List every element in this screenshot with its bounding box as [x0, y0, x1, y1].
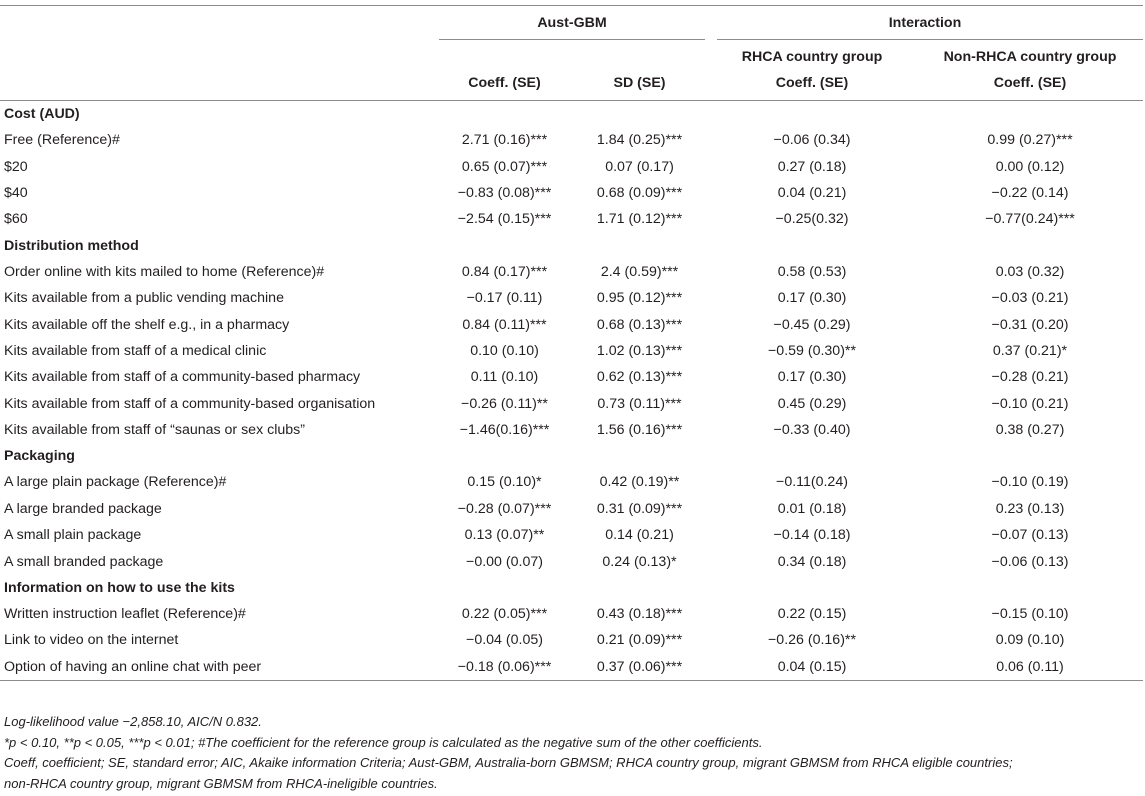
- row-label: Kits available from staff of “saunas or sex clubs”: [4, 422, 305, 439]
- row-label: Order online with kits mailed to home (Reference)#: [4, 263, 325, 280]
- cell-rhca: −0.14 (0.18): [773, 527, 851, 544]
- row-label: Kits available from staff of a medical clinic: [4, 342, 267, 359]
- cell-sd: 0.95 (0.12)***: [596, 290, 683, 307]
- table-row: [0, 206, 1143, 232]
- table-row: [0, 601, 1143, 627]
- cell-sd: 0.68 (0.09)***: [596, 184, 683, 201]
- cell-rhca: 0.17 (0.30): [777, 369, 847, 386]
- cell-rhca: −0.33 (0.40): [773, 422, 851, 439]
- section-title: Information on how to use the kits: [4, 579, 235, 596]
- cell-rhca: −0.11(0.24): [776, 474, 848, 491]
- table-row: [0, 180, 1143, 206]
- cell-nonrhca: 0.38 (0.27): [995, 422, 1065, 439]
- table-row: [0, 153, 1143, 179]
- cell-sd: 1.84 (0.25)***: [596, 132, 683, 149]
- cell-nonrhca: −0.10 (0.19): [991, 474, 1069, 491]
- table-row: [0, 548, 1143, 574]
- cell-nonrhca: 0.09 (0.10): [995, 632, 1065, 649]
- cell-coeff: −0.00 (0.07): [466, 553, 543, 570]
- cell-sd: 0.62 (0.13)***: [596, 369, 683, 386]
- results-table: [0, 5, 1143, 681]
- cell-coeff: −0.18 (0.06)***: [437, 654, 572, 681]
- cell-rhca: 0.22 (0.15): [777, 606, 847, 623]
- table-row: [0, 127, 1143, 153]
- table-row: [0, 469, 1143, 495]
- cell-coeff: 0.22 (0.05)***: [461, 606, 548, 623]
- cell-rhca: 0.04 (0.15): [707, 654, 917, 681]
- section-title: Packaging: [4, 448, 75, 465]
- cell-sd: 0.43 (0.18)***: [596, 606, 683, 623]
- cell-coeff: −0.28 (0.07)***: [457, 500, 552, 517]
- table-body: [0, 101, 1143, 681]
- section-header-row: [0, 101, 1143, 128]
- row-label: Written instruction leaflet (Reference)#: [4, 606, 246, 623]
- row-label: A large branded package: [4, 500, 162, 517]
- col-header-sd: SD (SE): [613, 75, 666, 91]
- cell-coeff: 0.84 (0.11)***: [462, 316, 547, 333]
- row-label: Kits available off the shelf e.g., in a pharmacy: [4, 316, 290, 333]
- group-header-aust: Aust-GBM: [437, 6, 707, 40]
- cell-coeff: −0.04 (0.05): [466, 632, 543, 649]
- table-row: [0, 496, 1143, 522]
- cell-rhca: 0.58 (0.53): [777, 263, 847, 280]
- cell-nonrhca: 0.23 (0.13): [995, 500, 1065, 517]
- cell-nonrhca: −0.06 (0.13): [991, 553, 1069, 570]
- cell-sd: 1.71 (0.12)***: [596, 211, 683, 228]
- cell-nonrhca: −0.22 (0.14): [991, 184, 1069, 201]
- row-label: Option of having an online chat with peer: [0, 654, 437, 681]
- cell-sd: 1.02 (0.13)***: [596, 342, 683, 359]
- cell-nonrhca: 0.06 (0.11): [917, 654, 1143, 681]
- cell-rhca: −0.59 (0.30)**: [768, 342, 856, 359]
- cell-sd: 0.07 (0.17): [605, 158, 674, 175]
- cell-coeff: 0.15 (0.10)*: [467, 474, 542, 491]
- table-row: [0, 522, 1143, 548]
- cell-nonrhca: −0.31 (0.20): [991, 316, 1069, 333]
- cell-sd: 1.56 (0.16)***: [596, 422, 683, 439]
- cell-nonrhca: −0.77(0.24)***: [985, 211, 1075, 228]
- header-label-blank: [0, 40, 437, 101]
- section-header-row: [0, 233, 1143, 259]
- row-label: Link to video on the internet: [4, 632, 179, 649]
- cell-nonrhca: −0.03 (0.21): [991, 290, 1069, 307]
- cell-sd: 0.68 (0.13)***: [596, 316, 683, 333]
- cell-sd: 2.4 (0.59)***: [600, 263, 679, 280]
- cell-sd: 0.14 (0.21): [605, 527, 674, 544]
- row-label: Kits available from staff of a community-based organisation: [4, 395, 376, 412]
- cell-nonrhca: 0.99 (0.27)***: [987, 132, 1073, 149]
- row-label: $20: [4, 158, 28, 175]
- table-footnotes: [4, 712, 1140, 794]
- cell-rhca: 0.17 (0.30): [777, 290, 847, 307]
- col-header-nonrhca: Non-RHCA country group Coeff. (SE): [943, 49, 1117, 91]
- section-title: Distribution method: [4, 237, 139, 254]
- col-header-rhca: RHCA country group Coeff. (SE): [741, 49, 883, 91]
- table-row: [0, 391, 1143, 417]
- cell-rhca: −0.26 (0.16)**: [768, 632, 856, 649]
- table-row: [0, 364, 1143, 390]
- group-header-interaction: Interaction: [707, 6, 1143, 40]
- cell-coeff: −2.54 (0.15)***: [457, 211, 552, 228]
- cell-coeff: 0.84 (0.17)***: [461, 263, 548, 280]
- cell-rhca: 0.45 (0.29): [777, 395, 847, 412]
- table-row: [0, 311, 1143, 337]
- table-row: [0, 285, 1143, 311]
- section-title: Cost (AUD): [4, 106, 80, 122]
- cell-sd: 0.42 (0.19)**: [599, 474, 680, 491]
- cell-sd: 0.73 (0.11)***: [597, 395, 682, 412]
- cell-rhca: −0.06 (0.34): [773, 132, 851, 149]
- row-label: Kits available from staff of a community-based pharmacy: [4, 369, 361, 386]
- table-row: [0, 654, 1143, 681]
- row-label: $40: [4, 184, 28, 201]
- cell-nonrhca: −0.07 (0.13): [991, 527, 1069, 544]
- cell-sd: 0.37 (0.06)***: [572, 654, 707, 681]
- cell-nonrhca: 0.03 (0.32): [995, 263, 1065, 280]
- cell-nonrhca: 0.37 (0.21)*: [992, 342, 1068, 359]
- row-label: A large plain package (Reference)#: [4, 474, 227, 491]
- section-header-row: [0, 575, 1143, 601]
- table-row: [0, 338, 1143, 364]
- cell-nonrhca: 0.00 (0.12): [995, 158, 1065, 175]
- header-blank: [0, 6, 437, 40]
- cell-coeff: −0.83 (0.08)***: [457, 184, 552, 201]
- cell-coeff: 0.10 (0.10): [470, 342, 539, 359]
- cell-rhca: −0.25(0.32): [775, 211, 849, 228]
- cell-sd: 0.31 (0.09)***: [596, 500, 683, 517]
- row-label: A small plain package: [4, 527, 142, 544]
- cell-coeff: 0.11 (0.10): [470, 369, 539, 386]
- section-header-row: [0, 443, 1143, 469]
- cell-rhca: 0.34 (0.18): [777, 553, 847, 570]
- table-row: [0, 259, 1143, 285]
- cell-coeff: 0.65 (0.07)***: [461, 158, 548, 175]
- row-label: $60: [4, 211, 28, 228]
- footnote-line: non-RHCA country group, migrant GBMSM from RHCA-ineligible countries.: [4, 775, 438, 791]
- cell-nonrhca: −0.15 (0.10): [991, 606, 1069, 623]
- row-label: A small branded package: [4, 553, 164, 570]
- row-label: Free (Reference)#: [4, 132, 120, 149]
- table-row: [0, 627, 1143, 653]
- footnote-line: Log-likelihood value −2,858.10, AIC/N 0.832.: [4, 714, 262, 729]
- cell-rhca: 0.01 (0.18): [777, 500, 847, 517]
- footnote-line: Coeff, coefficient; SE, standard error; AIC, Akaike information Criteria; Aust-GBM, Australia-born GBMSM; RHCA country group, migrant GBMSM from RHCA eligible countries;: [4, 755, 1013, 770]
- cell-coeff: −1.46(0.16)***: [459, 422, 550, 439]
- cell-rhca: 0.27 (0.18): [777, 158, 847, 175]
- cell-coeff: −0.26 (0.11)**: [461, 395, 548, 412]
- cell-rhca: −0.45 (0.29): [773, 316, 851, 333]
- cell-nonrhca: −0.28 (0.21): [991, 369, 1069, 386]
- cell-coeff: −0.17 (0.11): [466, 290, 543, 307]
- cell-coeff: 2.71 (0.16)***: [461, 132, 548, 149]
- cell-sd: 0.24 (0.13)*: [602, 553, 677, 570]
- row-label: Kits available from a public vending machine: [4, 290, 284, 307]
- col-header-coeff: Coeff. (SE): [468, 75, 541, 91]
- table-row: [0, 417, 1143, 443]
- cell-coeff: 0.13 (0.07)**: [464, 527, 545, 544]
- footnote-line: *p < 0.10, **p < 0.05, ***p < 0.01; #The coefficient for the reference group is calculated as the negative sum of the other coefficients.: [4, 734, 763, 750]
- cell-sd: 0.21 (0.09)***: [596, 632, 683, 649]
- cell-rhca: 0.04 (0.21): [777, 184, 847, 201]
- cell-nonrhca: −0.10 (0.21): [991, 395, 1069, 412]
